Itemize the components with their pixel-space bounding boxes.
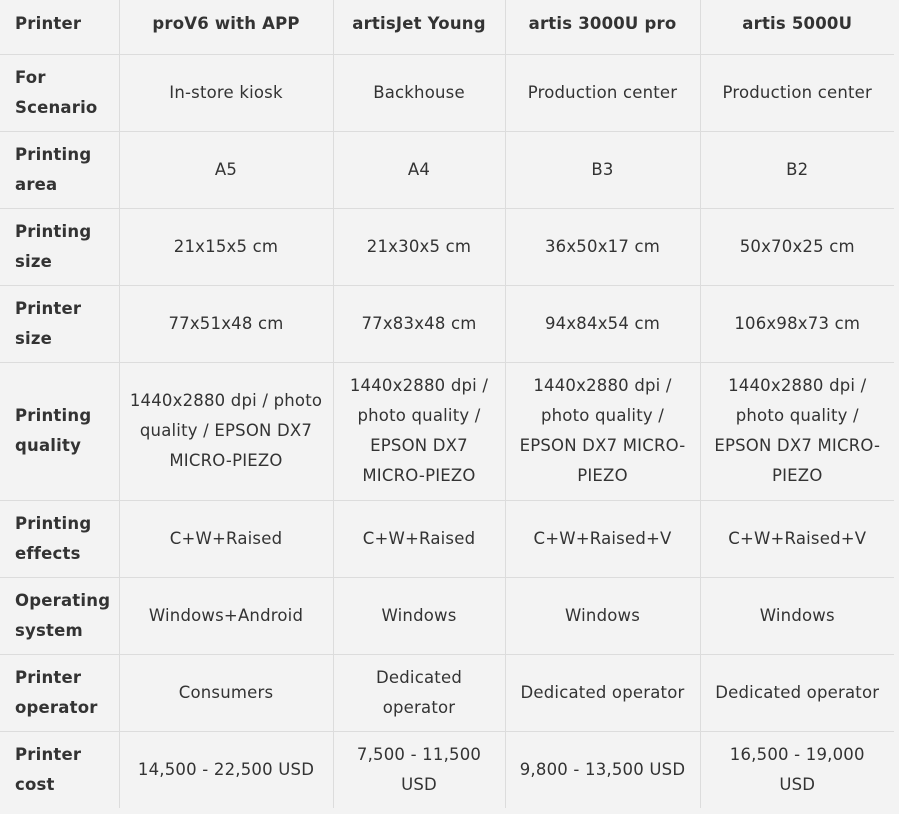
- table-row: [0, 208, 894, 285]
- table-cell: 14,500 - 22,500 USD: [119, 731, 333, 808]
- table-cell: 21x15x5 cm: [119, 208, 333, 285]
- row-label-printer-size: Printer size: [0, 285, 119, 362]
- table-row: [0, 731, 894, 808]
- row-label-printing-effects: Printing effects: [0, 500, 119, 577]
- row-label-printing-area: Printing area: [0, 131, 119, 208]
- table-cell: 7,500 - 11,500 USD: [333, 731, 505, 808]
- table-cell: C+W+Raised: [119, 500, 333, 577]
- table-row: [0, 500, 894, 577]
- row-label-printing-size: Printing size: [0, 208, 119, 285]
- table-cell: 36x50x17 cm: [505, 208, 700, 285]
- table-row: [0, 131, 894, 208]
- row-label-for-scenario: For Scenario: [0, 54, 119, 131]
- header-artisjet-young: artisJet Young: [333, 0, 505, 54]
- header-artis-5000u: artis 5000U: [700, 0, 894, 54]
- table-cell: Dedicated operator: [505, 654, 700, 731]
- table-cell: Backhouse: [333, 54, 505, 131]
- table-cell: C+W+Raised+V: [505, 500, 700, 577]
- table-cell: 21x30x5 cm: [333, 208, 505, 285]
- table-cell: B3: [505, 131, 700, 208]
- table-cell: Windows: [700, 577, 894, 654]
- table-cell: Consumers: [119, 654, 333, 731]
- table-cell: C+W+Raised+V: [700, 500, 894, 577]
- header-prov6-with-app: proV6 with APP: [119, 0, 333, 54]
- table-cell: 1440x2880 dpi / photo quality / EPSON DX7 MICRO-PIEZO: [119, 362, 333, 500]
- table-cell: Production center: [505, 54, 700, 131]
- table-cell: C+W+Raised: [333, 500, 505, 577]
- row-label-printer-cost: Printer cost: [0, 731, 119, 808]
- table-cell: Windows: [333, 577, 505, 654]
- table-row: [0, 654, 894, 731]
- table-cell: Dedicated operator: [700, 654, 894, 731]
- table-cell: 1440x2880 dpi / photo quality / EPSON DX7 MICRO-PIEZO: [333, 362, 505, 500]
- header-artis-3000u-pro: artis 3000U pro: [505, 0, 700, 54]
- table-cell: Windows: [505, 577, 700, 654]
- table-cell: Dedicated operator: [333, 654, 505, 731]
- table-cell: A4: [333, 131, 505, 208]
- table-cell: A5: [119, 131, 333, 208]
- table-row: [0, 577, 894, 654]
- table-cell: 77x83x48 cm: [333, 285, 505, 362]
- table-header-row: [0, 0, 894, 54]
- table-cell: 1440x2880 dpi / photo quality / EPSON DX7 MICRO-PIEZO: [505, 362, 700, 500]
- table-cell: In-store kiosk: [119, 54, 333, 131]
- table-cell: 106x98x73 cm: [700, 285, 894, 362]
- table-cell: Windows+Android: [119, 577, 333, 654]
- row-label-printing-quality: Printing quality: [0, 362, 119, 500]
- table-cell: 16,500 - 19,000 USD: [700, 731, 894, 808]
- table-cell: 94x84x54 cm: [505, 285, 700, 362]
- table-row: [0, 362, 894, 500]
- table-cell: 50x70x25 cm: [700, 208, 894, 285]
- table-cell: 9,800 - 13,500 USD: [505, 731, 700, 808]
- table-cell: 1440x2880 dpi / photo quality / EPSON DX7 MICRO-PIEZO: [700, 362, 894, 500]
- table-row: [0, 285, 894, 362]
- table-row: [0, 54, 894, 131]
- header-printer: Printer: [0, 0, 119, 54]
- table-cell: B2: [700, 131, 894, 208]
- row-label-printer-operator: Printer operator: [0, 654, 119, 731]
- table-cell: 77x51x48 cm: [119, 285, 333, 362]
- row-label-operating-system: Operating system: [0, 577, 119, 654]
- table-cell: Production center: [700, 54, 894, 131]
